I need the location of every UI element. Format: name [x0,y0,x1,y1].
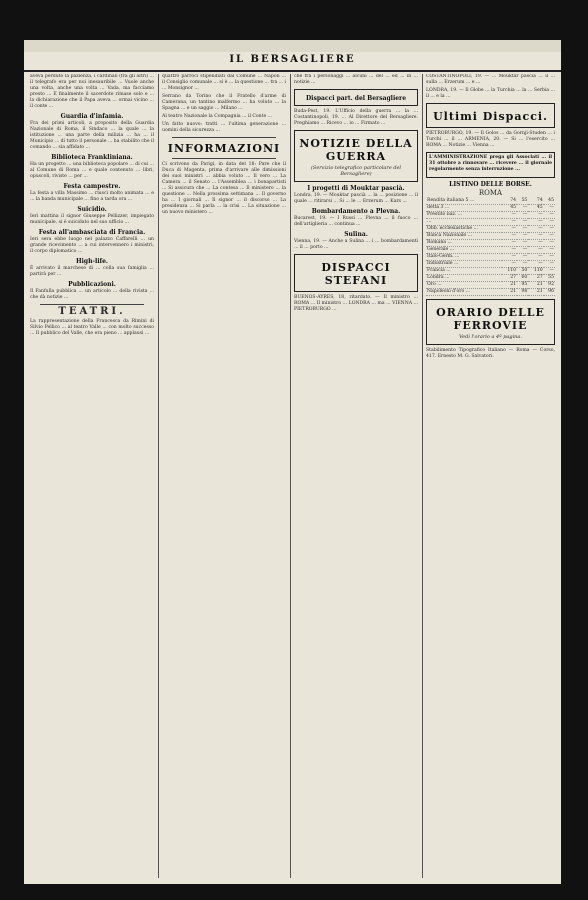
article-bombardamento: Bucarest, 19. — I Russi ... Plevna ... il fuoco ... dell'artiglieria ... continua ... [294,216,418,227]
heading-progetti: I progetti di Mouktar pascià. [307,185,405,192]
article-pubblicazioni: Il Fanfulla pubblica ... un articolo ... della rivista ... che dà notizie ... [30,289,154,300]
stock-value-cell: 110 [528,268,543,275]
heading-dispacci: Dispacci part. del Bersagliere [305,95,407,102]
article-intro: COSTANTINOPOLI, 19. — ... Mouktar pascià ... il ... sulla ... Erzerum ... e ... [426,74,555,85]
article-intro: che fra i personaggi ... alcuni ... del ... ed ... in ... notizie ... [294,74,418,85]
stock-name-cell: Obb. ecclesiastiche ... [426,226,502,233]
stock-value-cell: 27 [528,275,543,282]
article-sulina: Vienna, 19. — Anche a Sulina ... i ... bombardamenti ... il ... porto ... [294,239,418,250]
stock-name-cell: detta 3 ... [426,205,502,212]
heading-informazioni: INFORMAZIONI [167,142,281,155]
heading-guardia: Guardia d'infamia. [60,113,124,120]
heading-biblioteca: Biblioteca Frankliniana. [51,154,133,161]
column-3 [294,74,418,878]
heading-listino: LISTINO DELLE BORSE. [449,181,532,188]
stock-value-cell: — [528,247,543,254]
stock-name-cell: Italo-Germ. ... [426,254,502,261]
article-guardia: Fra dei primi articoli, a proposito della Guardia Nazionale di Roma, il Sindaco ... la quale ... la istituzione ... una parte della milizia ... ha ... il Municipio ... di tutto il personale ... ha stabilito che il comando ... sia affidato ... [30,121,154,150]
heading-highlife: High-life. [75,258,109,265]
stock-value-cell: 21 [502,282,517,289]
stock-value-cell: 45 [502,205,517,212]
divider [172,158,276,159]
article-nota: Un fatto nuovo: tratti ... l'ultima generazione ... uomini della sicurezza ... [162,122,286,133]
stock-value-cell: 60 [517,275,528,282]
table-row [426,226,555,233]
stock-value-cell: 21 [528,282,543,289]
table-row [426,268,555,275]
stock-value-cell: — [517,212,528,219]
stock-name-cell: Francia ... [426,268,502,275]
orario-subtitle: Vedi l'orario a 4ª pagina. [459,334,522,340]
heading-orario: ORARIO DELLE FERROVIE [436,306,545,332]
table-row [426,282,555,289]
stock-name-cell: Prestito naz. ... [426,212,502,219]
heading-notizie: NOTIZIE DELLA GUERRA [299,137,413,163]
stock-value-cell: — [517,226,528,233]
table-row [426,219,555,226]
heading-ultimi: Ultimi Dispacci. [433,110,548,123]
stock-value-cell: — [517,240,528,247]
stock-name-cell: Generale ... [426,247,502,254]
article-informazioni: Ci scrivono da Parigi, in data del 18: Pare che il Duca di Magenta, prima d'arrivare alle dimissioni dei suoi ministri ... abbia voluto ... Il vero ... La Camera ... il Senato ... l'Assemblea ... i bonapartisti ... Si assicura che ... La contesa ... Il ministero ... la questione ... Nella prossima settimana ... Il governo ha ... I giornali ... Il signor ... il discorso ... La presidenza ... Si parla ... la crisi ... La situazione ... un nuovo ministero ... [162,162,286,215]
stock-value-cell: — [528,254,543,261]
stock-value-cell: 45 [528,205,543,212]
stock-value-cell: 21 [528,289,543,296]
article-intro: aveva perduto la pazienza, i cardinali (fra gli altri) ... il telegrafo era per noi inesauribile ... Vuole anche una volta, anche una volta ... Vada, ma facciamo presto ... E finalmente il sacerdote rimase solo e ... la dichiarazione che il Papa aveva ... ormai vicino ... il conte ... [30,74,154,109]
stock-value-cell: — [528,212,543,219]
stock-name-cell: Romana ... [426,240,502,247]
stock-value-cell: — [544,212,555,219]
column-4 [426,74,555,878]
borse-table [426,198,555,296]
stock-value-cell: — [502,219,517,226]
stock-name-cell: Banca Nazionale ... [426,233,502,240]
column-rule [158,74,159,878]
amministrazione-box [426,152,555,178]
article-stefani: BUENOS-AYRES, 18, ritardato. — Il ministro ... ROMA ... Il ministro ... LONDRA ... ma ... VIENNA ... PIETROBURGO ... [294,295,418,312]
divider [172,137,276,138]
column-rule [290,74,291,878]
stock-value-cell: — [502,254,517,261]
stock-name-cell: ... [426,219,502,226]
stock-value-cell: 55 [517,198,528,205]
newspaper-title: IL BERSAGLIERE [229,54,356,65]
notizie-box [294,130,418,182]
stock-value-cell: 21 [502,289,517,296]
stock-value-cell: — [517,261,528,268]
table-row [426,247,555,254]
heading-suicidio: Suicidio. [77,206,107,213]
stock-value-cell: — [528,261,543,268]
stock-value-cell: 45 [544,198,555,205]
stock-value-cell: — [544,254,555,261]
stock-value-cell: — [544,247,555,254]
table-row [426,289,555,296]
stock-value-cell: 96 [544,289,555,296]
column-rule [422,74,423,878]
orario-box [426,299,555,345]
article-dispacci: Buda-Pest, 19. L'Ufficio della guerra ... la ... Costantinopoli, 19. ... Al Direttore del Bersagliere. Preghiamo ... Ricevo ... io ... Firmato ... [294,109,418,126]
article-ultimi: PIETROBURGO, 19. — Il Golos ... da Gornji-Studen ... i Turchi ... il ... ARMENIA, 20. — Si ... l'esercito ... ROMA ... Notizie ... Vienna ... [426,131,555,148]
stock-value-cell: 95 [517,282,528,289]
stock-value-cell: — [502,261,517,268]
stock-value-cell: — [544,268,555,275]
heading-teatri: TEATRI. [58,306,126,317]
stock-value-cell: — [502,233,517,240]
stock-value-cell: 27 [502,275,517,282]
stock-name-cell: Napoleoni d'oro ... [426,289,502,296]
heading-sulina: Sulina. [344,231,368,238]
article-ambasciata: Ieri sera ebbe luogo nel palazzo Caffarelli ... un grande ricevimento ... a cui intervennero i ministri, il corpo diplomatico ... [30,237,154,254]
stock-value-cell: — [502,226,517,233]
stock-value-cell: — [502,247,517,254]
column-1 [30,74,154,878]
stock-value-cell: — [544,261,555,268]
stock-value-cell: — [544,226,555,233]
stock-value-cell: — [502,212,517,219]
stock-value-cell: — [517,205,528,212]
article-progetti: Londra, 19. — Mouktar pascià ... la ... posizione ... il quale ... ritirarsi ... Si ... le ... Erzerum ... Kars ... [294,193,418,204]
stock-value-cell: 74 [528,198,543,205]
stock-value-cell: 92 [544,282,555,289]
table-row [426,261,555,268]
stock-value-cell: — [528,240,543,247]
newspaper-page [24,52,561,884]
table-row [426,275,555,282]
heading-bombardamento: Bombardamento a Plevna. [311,208,401,215]
article-biblioteca: Ha un progetto ... una biblioteca popolare ... di cui ... al Comune di Roma ... e quale contenuto ... libri, opuscoli, riviste ... per ... [30,162,154,179]
stefani-box [294,254,418,292]
stock-value-cell: — [502,240,517,247]
stock-value-cell: — [544,233,555,240]
article-intro: quattro parroci stipendiati dal Comune ... Napoli ... il Consiglio comunale ... si è ... la questione ... tra ... i ... Monsignor ... [162,74,286,91]
table-row [426,212,555,219]
article-festa: La festa a villa Massimo ... riuscì molto animata ... e ... la banda municipale ... fino a tarda ora ... [30,191,154,202]
stock-value-cell: — [528,219,543,226]
masthead [24,52,561,72]
stock-value-cell: — [517,219,528,226]
stock-value-cell: 55 [544,275,555,282]
page-top-edge [24,40,561,52]
divider [40,304,144,305]
column-2 [162,74,286,878]
stock-value-cell: — [544,240,555,247]
article-serrano: Serrano da Torino che il Fratello d'arme di Camerana, un tantino malfermo ... ha voluto ... la Spagna ... e un saggio ... Milano ... [162,94,286,111]
article-teatro: Al teatro Nazionale la Compagnia ... il Conte ... [162,114,273,119]
table-row [426,205,555,212]
stock-value-cell: — [544,219,555,226]
borse-city: ROMA [478,189,503,197]
stock-value-cell: 98 [517,289,528,296]
stock-value-cell: 110 [502,268,517,275]
stock-value-cell: 50 [517,268,528,275]
stock-value-cell: — [517,247,528,254]
notizie-subtitle: (Servizio telegrafico particolare del Bersagliere) [310,165,402,177]
stock-value-cell: — [544,205,555,212]
ultimi-box [426,103,555,128]
stock-value-cell: — [517,233,528,240]
dispacci-box [294,89,418,106]
stock-name-cell: Londra ... [426,275,502,282]
tipografia-footer: Stabilimento Tipografico Italiano — Roma — Corso, 417. Ernesto M. G. Salvatori. [426,348,555,359]
table-row [426,254,555,261]
heading-ambasciata: Festa all'ambasciata di Francia. [38,229,146,236]
article-highlife: È arrivato il marchese di ... colla sua famiglia ... partirà per ... [30,266,154,277]
table-row [426,233,555,240]
heading-festa: Festa campestre. [63,183,121,190]
stock-name-cell: Rendita italiana 5 ... [426,198,502,205]
article-suicidio: Ieri mattina il signor Giuseppe Pellizzer, impiegato municipale, si è suicidato nel suo ufficio ... [30,214,154,225]
article-teatri: La rappresentazione della Francesca da Rimini di Silvio Pellico ... al teatro Valle ... con molto successo ... Il pubblico del Valle, che era pieno ... applausi ... [30,319,154,336]
article-londra: LONDRA, 19. — Il Globe ... la Turchia ... la ... Serbia ... il ... e la ... [426,88,555,99]
stock-value-cell: — [517,254,528,261]
stock-name-cell: Oro ... [426,282,502,289]
stock-value-cell: — [528,226,543,233]
stock-value-cell: — [528,233,543,240]
heading-stefani: DISPACCI STEFANI [321,261,391,287]
table-row [426,240,555,247]
stock-name-cell: Industriale ... [426,261,502,268]
heading-pubblicazioni: Pubblicazioni. [68,281,116,288]
notice-amministrazione: L'AMMINISTRAZIONE prega gli Associati ... il 31 ottobre a rinnovare ... ricevere ... il giornale regolarmente senza interruzione ... [429,155,552,172]
stock-value-cell: 74 [502,198,517,205]
